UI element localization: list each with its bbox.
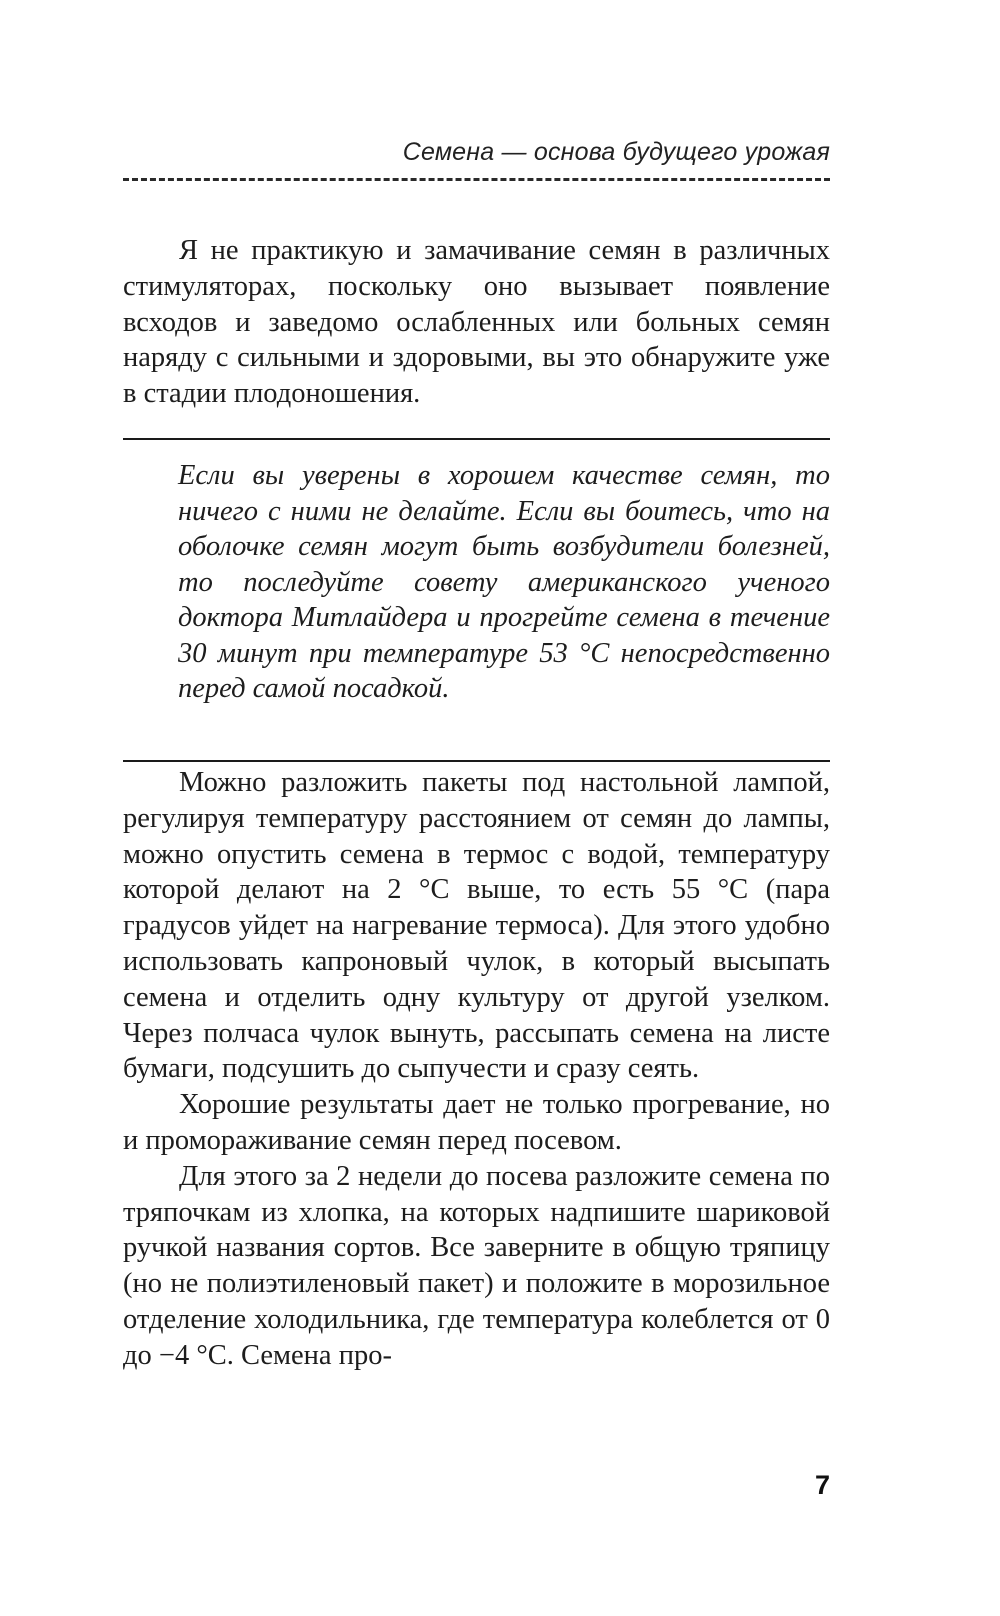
body-paragraph: Можно разложить пакеты под настольной лампой, регулируя температуру расстоянием от семян до лампы, можно опустить семена в термос с водой, температуру которой делают на 2 °С выше, то есть 55 °С (пара градусов уйдет на нагревание термоса). Для этого удобно использовать капроновый чулок, в который высыпать семена и отделить одну культуру от другой узелком. Через полчаса чулок вынуть, рассыпать семена на листе бумаги, подсушить до сыпучести и сразу сеять. xyxy=(123,767,830,1085)
body-paragraph: Хорошие результаты дает не только прогревание, но и промораживание семян перед посевом. xyxy=(123,1089,830,1156)
paragraph-group-bottom xyxy=(123,765,830,1374)
running-head: Семена — основа будущего урожая xyxy=(402,138,830,166)
page-number: 7 xyxy=(814,1470,830,1500)
paragraph-group-top xyxy=(123,233,830,412)
callout-bottom-rule xyxy=(123,760,830,762)
body-paragraph: Для этого за 2 недели до посева разложите семена по тряпочкам из хлопка, на которых надпишите шариковой ручкой названия сортов. Все заверните в общую тряпицу (но не полиэтиленовый пакет) и положите в морозильное отделение холодильника, где температура колеблется от 0 до −4 °С. Семена про- xyxy=(123,1160,830,1371)
body-paragraph: Я не практикую и замачивание семян в различных стимуляторах, поскольку оно вызывает появление всходов и заведомо ослабленных или больных семян наряду с сильными и здоровыми, вы это обнаружите уже в стадии плодоношения. xyxy=(123,235,830,410)
callout-note: Если вы уверены в хорошем качестве семян, то ничего с ними не делайте. Если вы боитесь, что на оболочке семян могут быть возбудители болезней, то последуйте совету американского ученого доктора Митлайдера и прогрейте семена в течение 30 минут при температуре 53 °С непосредственно перед самой посадкой. xyxy=(178,460,830,704)
callout-top-rule xyxy=(123,438,830,440)
header-dashed-divider xyxy=(123,178,830,181)
